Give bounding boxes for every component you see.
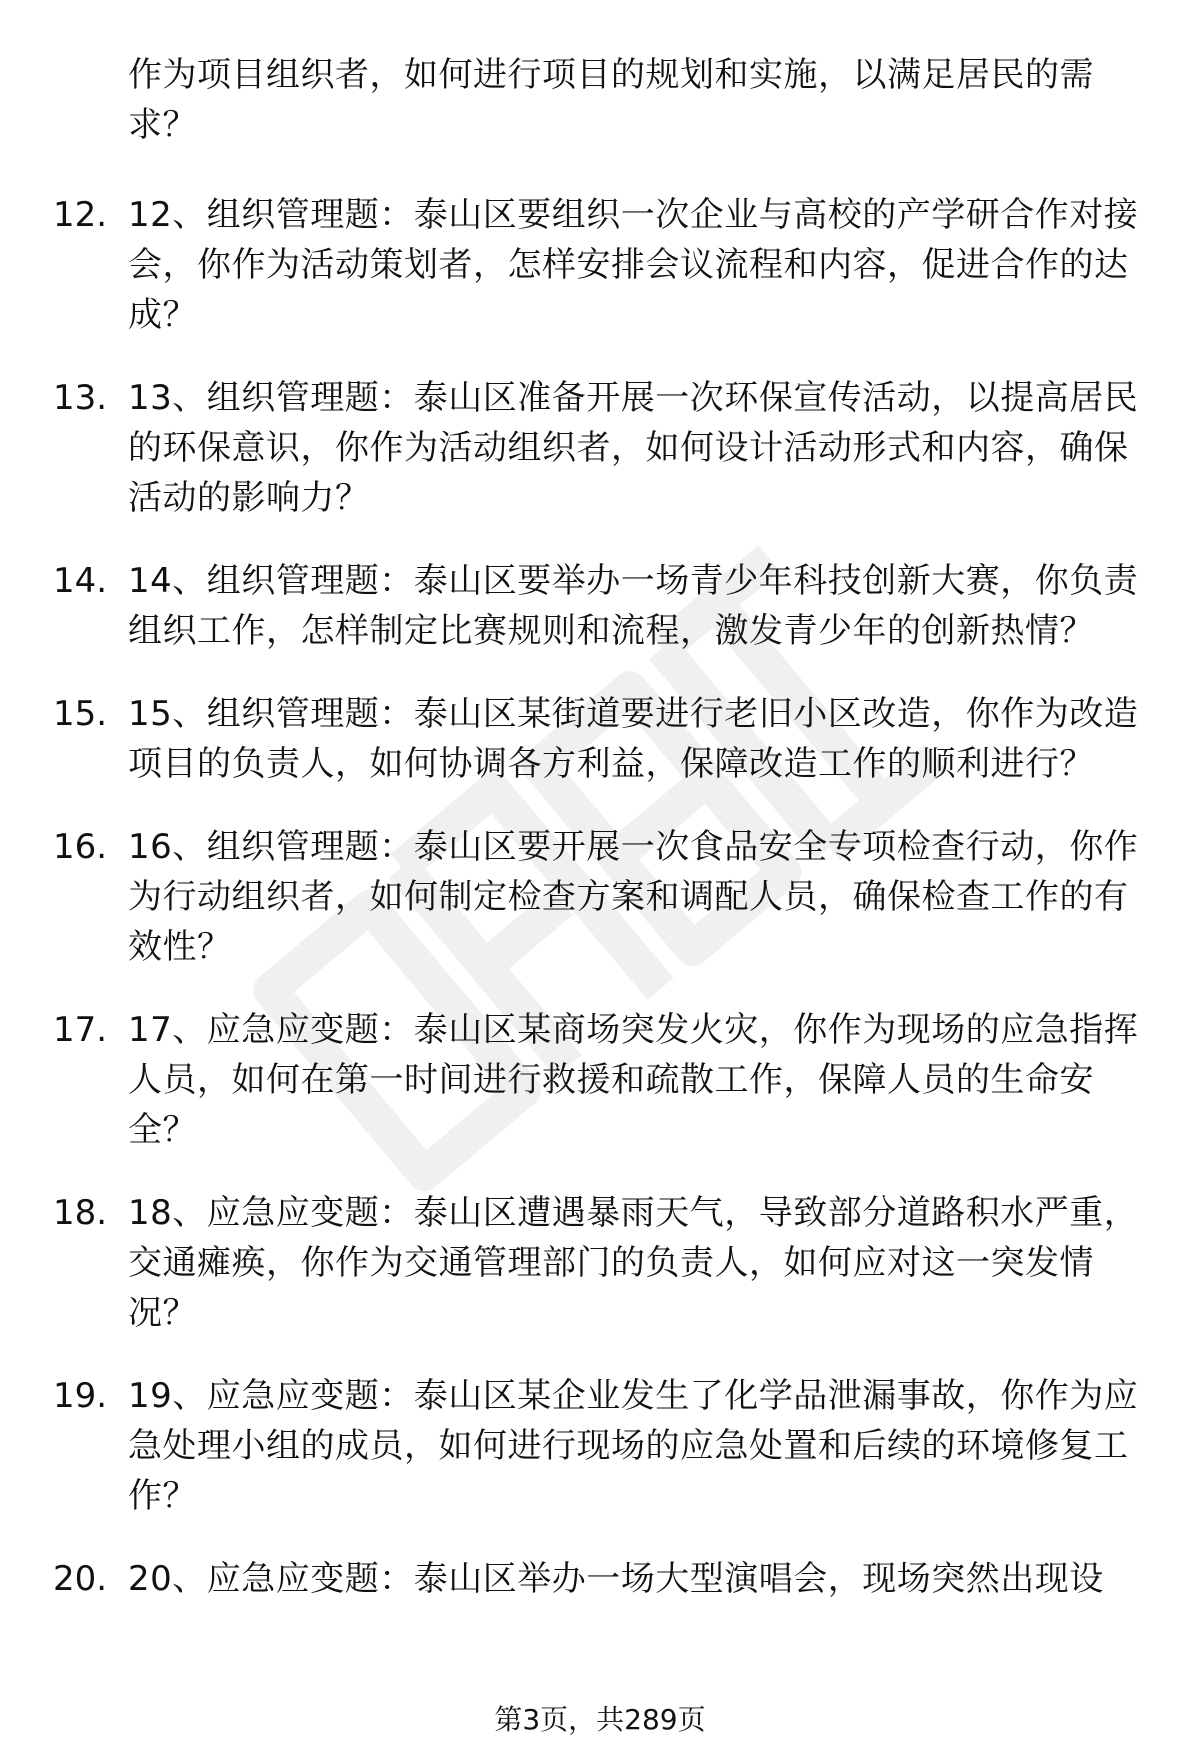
list-item [0, 689, 1200, 789]
list-item-text: 18、应急应变题：泰山区遭遇暴雨天气，导致部分道路积水严重，交通瘫痪，你作为交通管理部门的负责人，如何应对这一突发情况？ [128, 1193, 1139, 1333]
continued-question-text: 作为项目组织者，如何进行项目的规划和实施，以满足居民的需求？ [128, 55, 1094, 145]
list-item-text: 17、应急应变题：泰山区某商场突发火灾，你作为现场的应急指挥人员，如何在第一时间进行救援和疏散工作，保障人员的生命安全？ [128, 1010, 1139, 1150]
question-list [0, 190, 1200, 1604]
list-item [0, 556, 1200, 656]
list-item-text: 13、组织管理题：泰山区准备开展一次环保宣传活动，以提高居民的环保意识，你作为活动组织者，如何设计活动形式和内容，确保活动的影响力？ [128, 378, 1139, 518]
list-item [0, 1554, 1200, 1604]
list-item [0, 1005, 1200, 1155]
list-item-text: 14、组织管理题：泰山区要举办一场青少年科技创新大赛，你负责组织工作，怎样制定比赛规则和流程，激发青少年的创新热情？ [128, 561, 1139, 651]
list-item-number: 14. [53, 561, 108, 601]
list-item-text: 20、应急应变题：泰山区举办一场大型演唱会，现场突然出现设 [128, 1559, 1104, 1599]
list-item [0, 1371, 1200, 1521]
list-item-text: 12、组织管理题：泰山区要组织一次企业与高校的产学研合作对接会，你作为活动策划者，怎样安排会议流程和内容，促进合作的达成？ [128, 195, 1139, 335]
list-item [0, 373, 1200, 523]
list-item-number: 15. [53, 694, 108, 734]
list-item [0, 822, 1200, 972]
list-item-number: 20. [53, 1559, 108, 1599]
list-item-number: 19. [53, 1376, 108, 1416]
list-item-number: 17. [53, 1010, 108, 1050]
list-item-number: 13. [53, 378, 108, 418]
list-item [0, 190, 1200, 340]
list-item-text: 16、组织管理题：泰山区要开展一次食品安全专项检查行动，你作为行动组织者，如何制定检查方案和调配人员，确保检查工作的有效性？ [128, 827, 1139, 967]
list-item-number: 16. [53, 827, 108, 867]
page-footer: 第3页，共289页 [494, 1703, 706, 1736]
list-item-text: 15、组织管理题：泰山区某街道要进行老旧小区改造，你作为改造项目的负责人，如何协调各方利益，保障改造工作的顺利进行？ [128, 694, 1139, 784]
list-item-number: 12. [53, 195, 108, 235]
document-body [0, 50, 1200, 1637]
list-item-text: 19、应急应变题：泰山区某企业发生了化学品泄漏事故，你作为应急处理小组的成员，如何进行现场的应急处置和后续的环境修复工作？ [128, 1376, 1139, 1516]
list-item-number: 18. [53, 1193, 108, 1233]
list-item [0, 1188, 1200, 1338]
